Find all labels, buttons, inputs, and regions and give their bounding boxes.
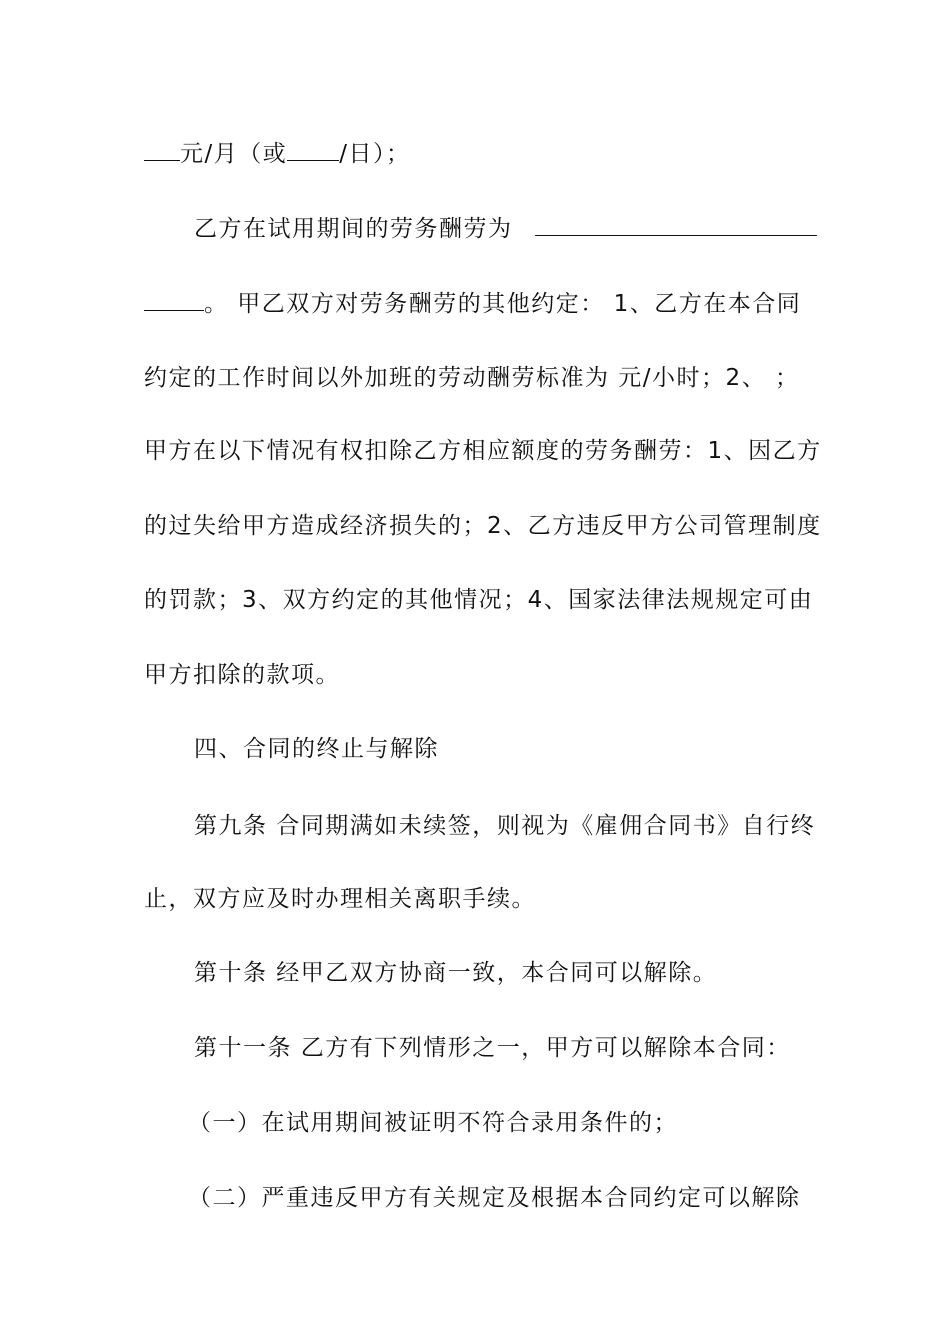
- blank-monthly-amount: [144, 138, 180, 161]
- line-deduction-end: 甲方扣除的款项。: [144, 662, 340, 688]
- article-9-line-1: 第九条 合同期满如未续签，则视为《雇佣合同书》自行终: [194, 813, 816, 839]
- line-deduction-3-4: 的罚款；3、双方约定的其他情况；4、国家法律法规规定可由: [144, 587, 814, 613]
- blank-daily-amount: [287, 138, 339, 161]
- article-11-item-2: （二）严重违反甲方有关规定及根据本合同约定可以解除: [188, 1185, 801, 1211]
- article-10: 第十条 经甲乙双方协商一致，本合同可以解除。: [194, 960, 718, 986]
- article-11-intro: 第十一条 乙方有下列情形之一，甲方可以解除本合同：: [194, 1035, 791, 1061]
- line-salary-rate: [144, 138, 806, 169]
- blank-probation-pay: [535, 213, 817, 236]
- section-heading-termination: 四、合同的终止与解除: [194, 736, 439, 762]
- line-probation-pay: [194, 213, 806, 244]
- text-yuan-month: 元/月（或: [180, 141, 288, 167]
- line-other-agreements: [144, 288, 806, 319]
- text-per-day: /日）；: [339, 141, 411, 167]
- line-overtime-pay: 约定的工作时间以外加班的劳动酬劳标准为 元/小时；2、 ；: [144, 365, 800, 391]
- line-deduction-1-2: 的过失给甲方造成经济损失的；2、乙方违反甲方公司管理制度: [144, 513, 822, 539]
- text-other-agreements: 。 甲乙双方对劳务酬劳的其他约定： 1、乙方在本合同: [204, 291, 802, 317]
- line-deduction-intro: 甲方在以下情况有权扣除乙方相应额度的劳务酬劳：1、因乙方: [144, 438, 822, 464]
- article-9-line-2: 止，双方应及时办理相关离职手续。: [144, 886, 536, 912]
- blank-probation-pay-continued: [144, 288, 204, 311]
- text-probation-pay: 乙方在试用期间的劳务酬劳为: [194, 216, 513, 242]
- article-11-item-1: （一）在试用期间被证明不符合录用条件的；: [188, 1110, 678, 1136]
